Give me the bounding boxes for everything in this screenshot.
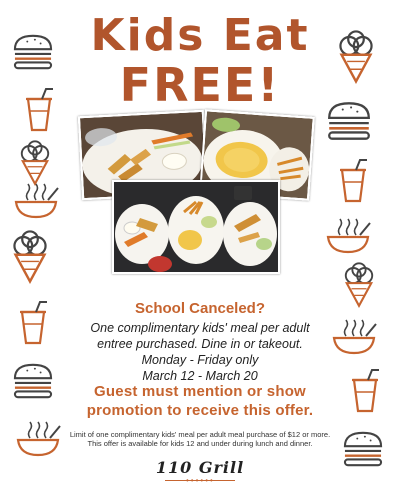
soup-bowl-icon: [12, 182, 60, 220]
offer-dates: March 12 - March 20: [142, 369, 258, 383]
burger-icon: [324, 100, 374, 142]
offer-line: entree purchased. Dine in or takeout.: [97, 337, 303, 351]
ice-cream-icon: [10, 230, 50, 284]
drink-cup-icon: [336, 158, 370, 204]
offer-line: One complimentary kids' meal per adult: [90, 321, 310, 335]
ice-cream-icon: [336, 30, 376, 84]
fine-print-line: This offer is available for kids 12 and under during lunch and dinner.: [87, 439, 313, 448]
drink-cup-icon: [22, 87, 56, 133]
burger-icon: [10, 33, 56, 71]
headline-free: FREE!: [119, 58, 281, 112]
ice-cream-icon: [18, 140, 52, 186]
must-mention-line: Guest must mention or show: [94, 383, 306, 400]
headline-kids-eat: Kids Eat: [90, 10, 310, 61]
fine-print-line: Limit of one complimentary kids' meal per adult meal purchase of $12 or more.: [69, 430, 331, 439]
must-mention-line: promotion to receive this offer.: [86, 402, 314, 419]
food-photo-kids-meals: [112, 180, 280, 274]
offer-heading: School Canceled?: [134, 300, 266, 317]
brand-logo: 110 Grill: [155, 458, 245, 477]
soup-bowl-icon: [324, 217, 372, 255]
logo-ornament: ••••••: [186, 476, 215, 485]
offer-days: Monday - Friday only: [141, 353, 259, 367]
